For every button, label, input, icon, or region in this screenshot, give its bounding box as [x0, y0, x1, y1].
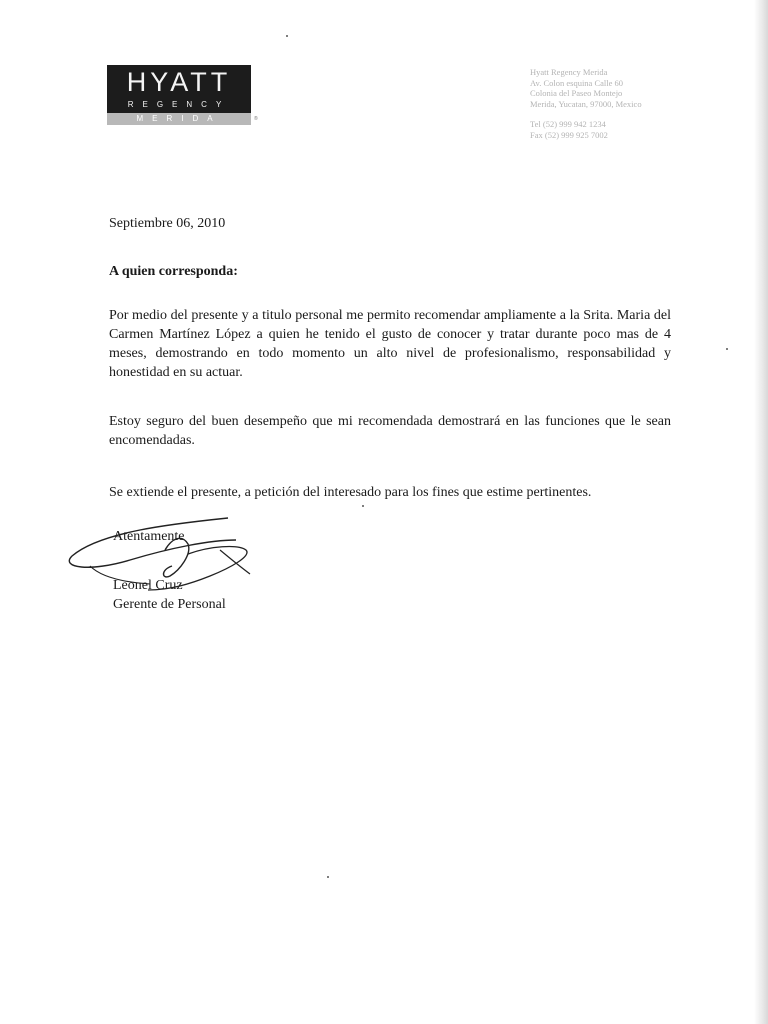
scan-speck [327, 876, 329, 878]
scan-speck [726, 348, 728, 350]
hyatt-regency-logo [107, 65, 251, 125]
signer-name: Leonel Cruz [113, 578, 183, 593]
letter-paragraph-purpose: Se extiende el presente, a petición del interesado para los fines que estime pertinentes. [109, 485, 592, 500]
letterhead-address [530, 67, 680, 140]
logo-brand: HYATT [126, 67, 232, 97]
address-line: Colonia del Paseo Montejo [530, 88, 623, 98]
address-line: Av. Colon esquina Calle 60 [530, 77, 624, 88]
letter-paragraph-recommendation: Por medio del presente y a titulo personal me permito recomendar ampliamente a la Srita. Maria del Carmen Martínez López a quien he tenido el gusto de conocer y tratar durante poco mas de 4 meses, demostrando en todo momento un alto nivel de profesionalismo, responsabilidad y honestidad en su actuar. [109, 308, 671, 380]
address-line: Hyatt Regency Merida [530, 67, 608, 77]
address-line: Merida, Yucatan, 97000, Mexico [530, 98, 642, 109]
contact-line: Fax (52) 999 925 7002 [530, 129, 608, 140]
letter-salutation: A quien corresponda: [109, 264, 238, 279]
address-gap [530, 109, 680, 119]
handwritten-signature [60, 510, 270, 610]
logo-merida: MERIDA [107, 113, 251, 125]
scan-speck [286, 35, 288, 37]
scan-speck [362, 505, 364, 507]
registered-mark: ® [254, 116, 258, 122]
letter-paragraph-confidence: Estoy seguro del buen desempeño que mi recomendada demostrará en las funciones que le sean encomendadas. [109, 414, 671, 448]
letter-closing: Atentamente [113, 529, 185, 544]
page-edge-shadow [754, 0, 768, 1024]
letter-date: Septiembre 06, 2010 [109, 216, 226, 231]
contact-line: Tel (52) 999 942 1234 [530, 119, 606, 129]
logo-regency: REGENCY [127, 100, 231, 109]
signer-title: Gerente de Personal [113, 597, 226, 612]
